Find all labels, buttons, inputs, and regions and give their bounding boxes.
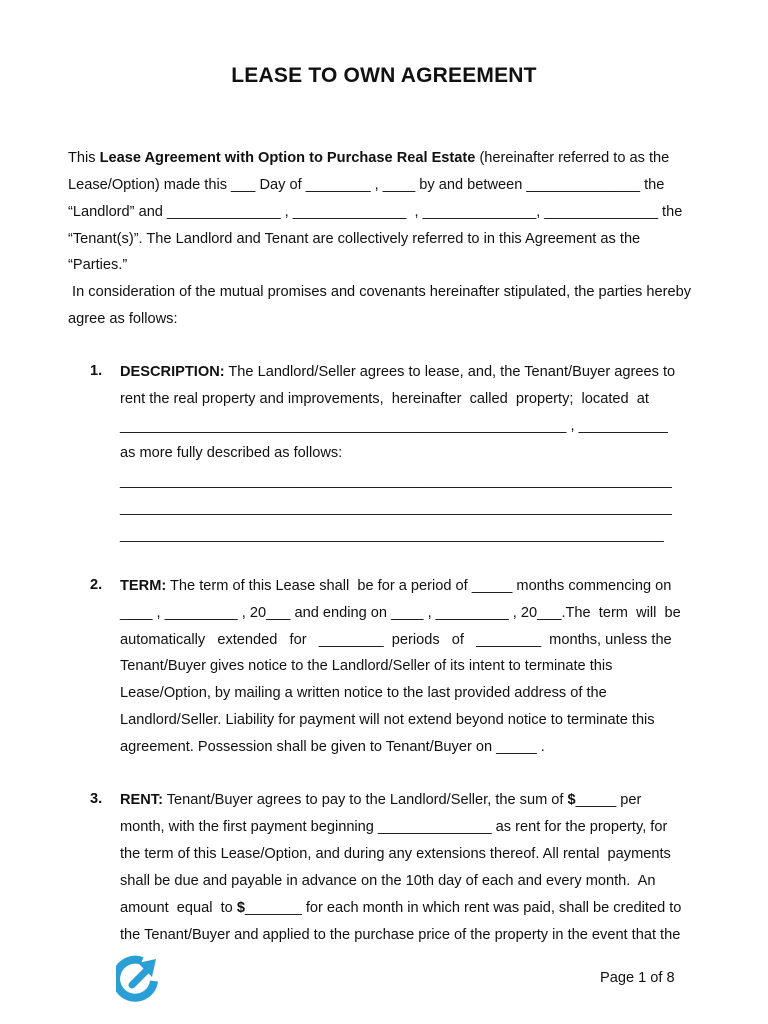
section-1-number: 1. (90, 363, 103, 379)
dollar-sign: $ (236, 900, 245, 916)
page-number: Page 1 of 8 (600, 970, 675, 986)
intro-line-2: Lease/Option) made this ___ Day of ________ , ____ by and between ______________ the (68, 177, 665, 193)
section-3-line-1 (120, 791, 641, 809)
section-2-number: 2. (90, 577, 103, 593)
section-2-line-4: Tenant/Buyer gives notice to the Landlord/Seller of its intent to terminate this (120, 658, 613, 674)
intro-line-7: agree as follows: (68, 311, 178, 327)
section-2-line-2: ____ , _________ , 20___ and ending on ____ , _________ , 20___.The term will be (120, 605, 681, 621)
section-text: The term of this Lease shall be for a period of _____ months commencing on (166, 578, 672, 594)
section-1-line-4: as more fully described as follows: (120, 445, 343, 461)
section-3-line-5 (120, 899, 681, 917)
section-2-line-1 (120, 577, 671, 595)
section-text: The Landlord/Seller agrees to lease, and, the Tenant/Buyer agrees to (224, 364, 676, 380)
section-1-line-6: ____________________________________________________________________ (120, 500, 672, 516)
section-3-line-6: the Tenant/Buyer and applied to the purchase price of the property in the event that the (120, 927, 681, 943)
section-3-number: 3. (90, 791, 103, 807)
section-1-heading: DESCRIPTION: (120, 364, 225, 380)
section-text: _______ for each month in which rent was paid, shall be credited to (244, 900, 682, 916)
section-text: Tenant/Buyer agrees to pay to the Landlord/Seller, the sum of (162, 792, 568, 808)
section-3-heading: RENT: (120, 792, 163, 808)
intro-line-1 (68, 149, 669, 167)
section-3-line-2: month, with the first payment beginning ______________ as rent for the property, for (120, 819, 668, 835)
arrow-logo-icon (116, 955, 160, 1003)
section-1-line-7: ___________________________________________________________________ (120, 527, 664, 543)
section-1-line-1 (120, 363, 675, 381)
intro-line-4: “Tenant(s)”. The Landlord and Tenant are collectively referred to in this Agreement as the (68, 231, 641, 247)
section-text: _____ per (575, 792, 642, 808)
section-3-line-3: the term of this Lease/Option, and during any extensions thereof. All rental payments (120, 846, 671, 862)
dollar-sign: $ (567, 792, 576, 808)
intro-line-5: “Parties.” (68, 257, 128, 273)
section-2-line-3: automatically extended for ________ periods of ________ months, unless the (120, 632, 672, 648)
intro-bold-text: Lease Agreement with Option to Purchase Real Estate (99, 150, 476, 166)
section-2-line-5: Lease/Option, by mailing a written notice to the last provided address of the (120, 685, 607, 701)
section-text: amount equal to (120, 900, 237, 916)
intro-line-3: “Landlord” and ______________ , ______________ , ______________, ______________ the (68, 204, 683, 220)
section-1-line-3: _______________________________________________________ , ___________ (120, 418, 668, 434)
document-title: LEASE TO OWN AGREEMENT (231, 64, 537, 87)
section-1-line-2: rent the real property and improvements, hereinafter called property; located at (120, 391, 649, 407)
intro-text: (hereinafter referred to as the (475, 150, 670, 166)
section-3-line-4: shall be due and payable in advance on the 10th day of each and every month. An (120, 873, 656, 889)
section-1-line-5: ____________________________________________________________________ (120, 473, 672, 489)
section-2-line-7: agreement. Possession shall be given to Tenant/Buyer on _____ . (120, 739, 545, 755)
section-2-line-6: Landlord/Seller. Liability for payment will not extend beyond notice to terminate this (120, 712, 655, 728)
intro-line-6: In consideration of the mutual promises and covenants hereinafter stipulated, the parties hereby (68, 284, 692, 300)
intro-text: This (68, 150, 100, 166)
section-2-heading: TERM: (120, 578, 167, 594)
